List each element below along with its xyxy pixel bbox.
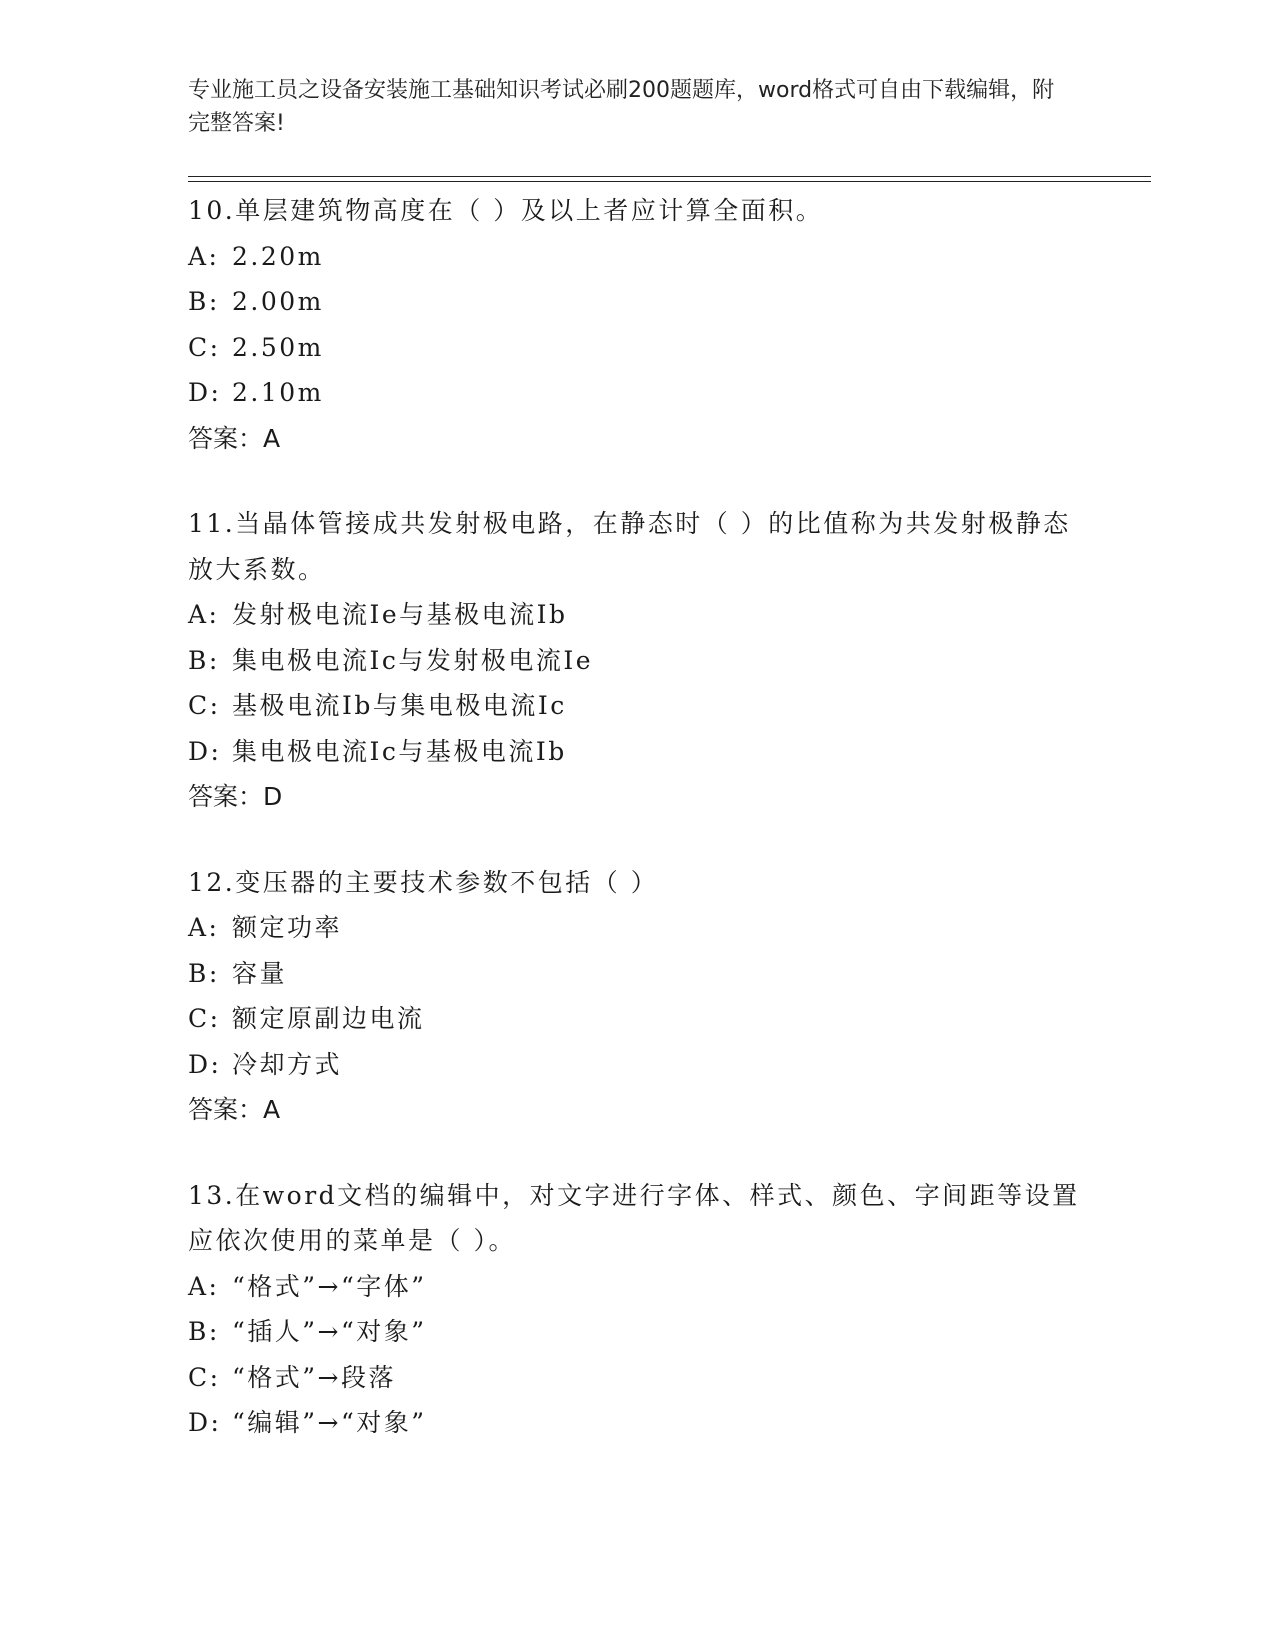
option-a <box>188 905 1088 951</box>
option-label: A: <box>188 600 220 629</box>
option-label: C: <box>188 1362 221 1392</box>
option-text: “格式”→段落 <box>232 1362 397 1392</box>
question-12 <box>188 860 1088 1133</box>
question-list <box>188 188 1088 1486</box>
option-text: 基极电流Ib与集电极电流Ic <box>232 691 567 720</box>
question-stem: 10.单层建筑物高度在（ ）及以上者应计算全面积。 <box>188 196 824 225</box>
option-a <box>188 592 1088 638</box>
option-text: 冷却方式 <box>232 1049 343 1079</box>
document-header: 专业施工员之设备安装施工基础知识考试必刷200题题库，word格式可自由下载编辑，附完整答案! <box>188 78 1055 136</box>
question-stem: 12.变压器的主要技术参数不包括（ ） <box>188 867 659 897</box>
option-text: “编辑”→“对象” <box>232 1408 427 1437</box>
option-text: 集电极电流Ic与发射极电流Ie <box>232 645 594 675</box>
header-rule-bottom <box>188 181 1151 182</box>
option-d <box>188 370 1088 416</box>
option-d <box>188 729 1088 775</box>
option-d <box>188 1400 1088 1446</box>
option-label: C: <box>188 691 221 720</box>
option-label: A: <box>188 241 220 271</box>
option-text: 2.20m <box>232 241 324 271</box>
question-stem: 13.在word文档的编辑中，对文字进行字体、样式、颜色、字间距等设置应依次使用的菜单是（ ）。 <box>188 1180 1080 1255</box>
option-b <box>188 951 1088 997</box>
option-c <box>188 996 1088 1042</box>
header-rule-top <box>188 176 1151 177</box>
option-label: D: <box>188 378 222 407</box>
option-b <box>188 279 1088 325</box>
option-c <box>188 1355 1088 1401</box>
option-label: B: <box>188 958 220 988</box>
option-label: B: <box>188 287 220 316</box>
option-text: 2.10m <box>232 378 324 407</box>
question-stem: 11.当晶体管接成共发射极电路，在静态时（ ）的比值称为共发射极静态放大系数。 <box>188 509 1071 584</box>
option-label: D: <box>188 1408 222 1437</box>
option-text: 额定原副边电流 <box>232 1004 425 1033</box>
option-label: C: <box>188 332 221 362</box>
option-b <box>188 638 1088 684</box>
option-d <box>188 1042 1088 1088</box>
question-13 <box>188 1173 1088 1446</box>
question-10 <box>188 188 1088 461</box>
option-text: 发射极电流Ie与基极电流Ib <box>232 600 568 629</box>
option-text: 集电极电流Ic与基极电流Ib <box>232 736 567 766</box>
option-label: A: <box>188 1271 220 1301</box>
option-text: 2.00m <box>232 287 324 316</box>
option-label: B: <box>188 645 220 675</box>
option-text: “插人”→“对象” <box>232 1317 427 1346</box>
answer-line: 答案：A <box>188 423 281 453</box>
option-a <box>188 234 1088 280</box>
option-label: D: <box>188 1049 222 1079</box>
option-b <box>188 1309 1088 1355</box>
option-text: “格式”→“字体” <box>232 1271 427 1301</box>
option-text: 额定功率 <box>232 913 343 942</box>
option-label: D: <box>188 736 222 766</box>
question-11 <box>188 501 1088 820</box>
option-label: B: <box>188 1317 220 1346</box>
option-a <box>188 1264 1088 1310</box>
option-text: 容量 <box>232 958 288 988</box>
option-label: A: <box>188 913 220 942</box>
option-c <box>188 325 1088 371</box>
answer-line: 答案：A <box>188 1095 281 1124</box>
answer-line: 答案：D <box>188 782 283 811</box>
option-label: C: <box>188 1004 221 1033</box>
option-text: 2.50m <box>232 332 324 362</box>
option-c <box>188 683 1088 729</box>
